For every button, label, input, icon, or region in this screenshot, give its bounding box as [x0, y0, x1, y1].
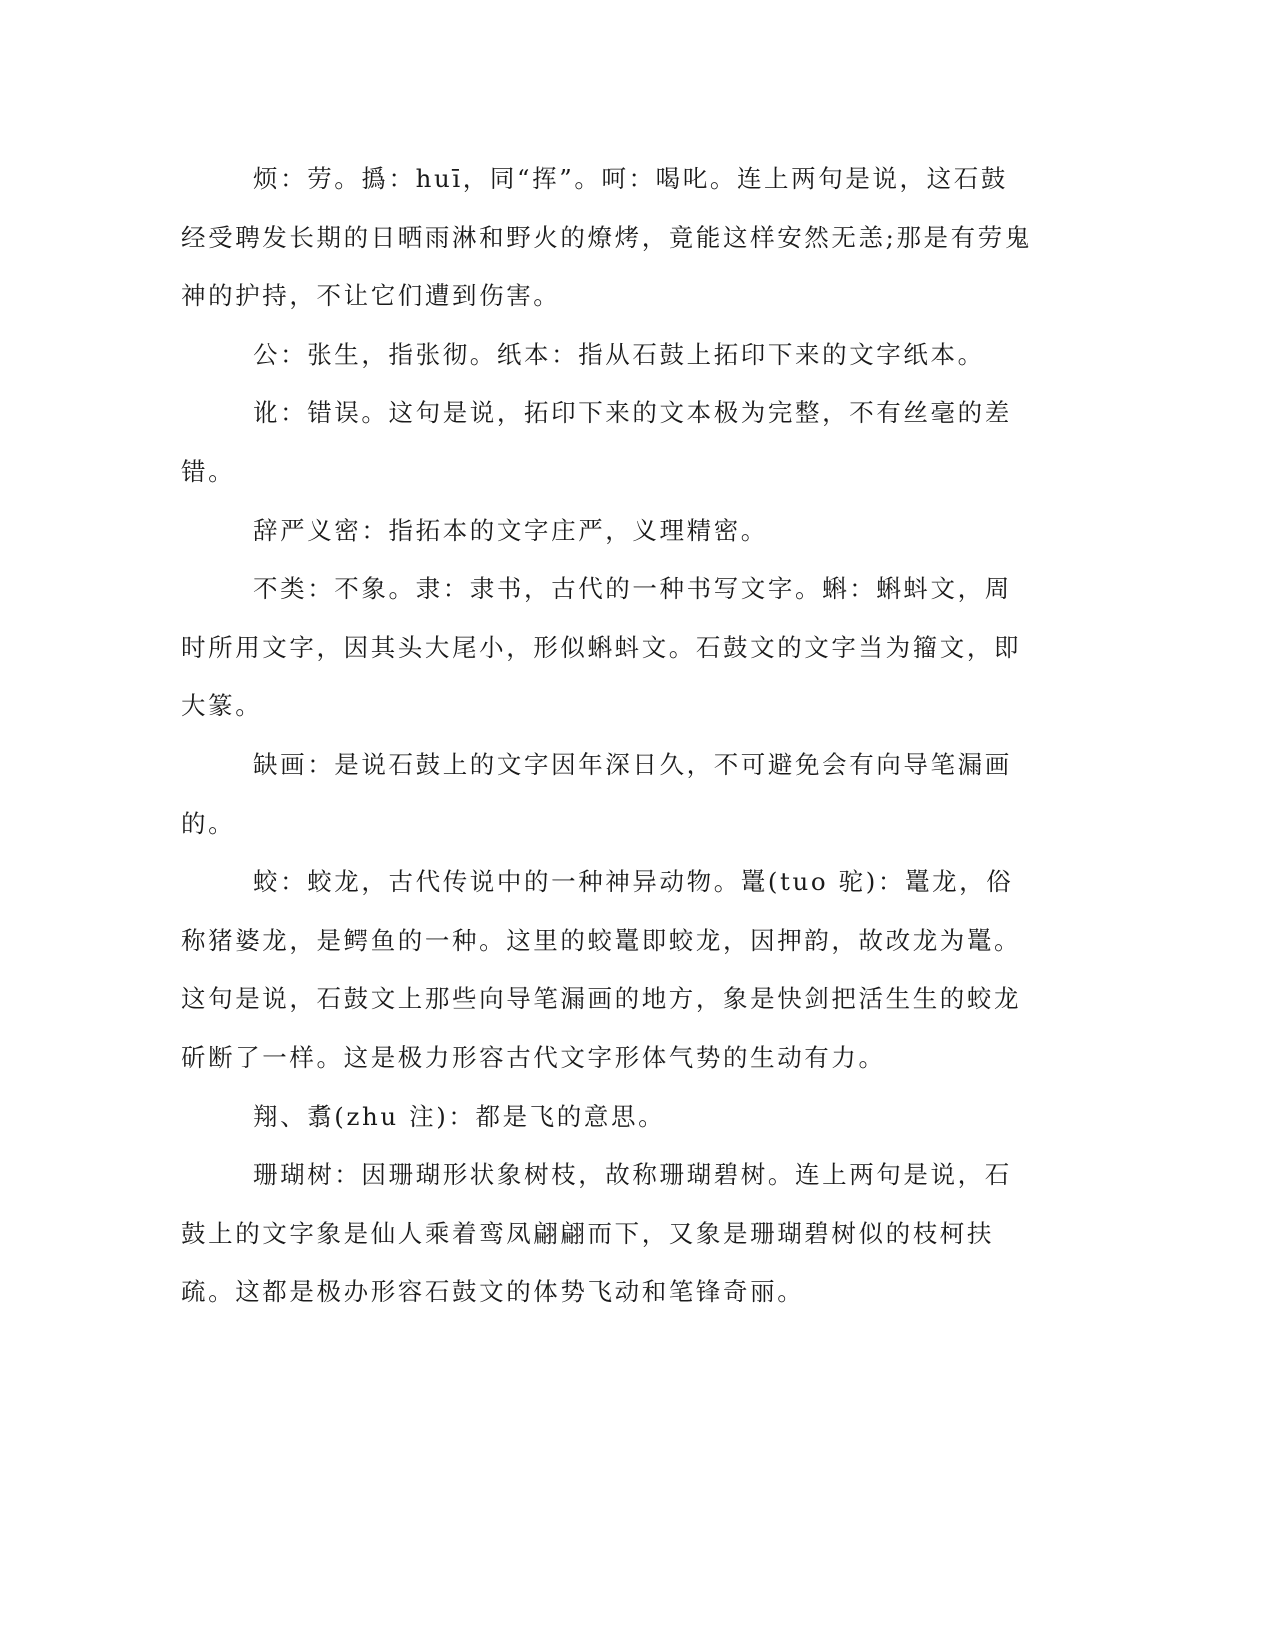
paragraph-9: 珊瑚树：因珊瑚形状象树枝，故称珊瑚碧树。连上两句是说，石鼓上的文字象是仙人乘着鸾凤翩翩而下，又象是珊瑚碧树似的枝柯扶疏。这都是极办形容石鼓文的体势飞动和笔锋奇丽。 — [181, 1160, 1012, 1307]
paragraph-3: 讹：错误。这句是说，拓印下来的文本极为完整，不有丝毫的差错。 — [181, 398, 1012, 486]
paragraph-6: 缺画：是说石鼓上的文字因年深日久，不可避免会有向导笔漏画的。 — [181, 749, 1012, 838]
paragraph-2: 公：张生，指张彻。纸本：指从石鼓上拓印下来的文字纸本。 — [253, 339, 985, 369]
paragraph-1: 烦：劳。撝：huī，同“挥”。呵：喝叱。连上两句是说，这石鼓经受聘发长期的日晒雨淋和野火的燎烤，竟能这样安然无恙;那是有劳鬼神的护持，不让它们遭到伤害。 — [181, 164, 1032, 311]
paragraph-4: 辞严义密：指拓本的文字庄严，义理精密。 — [253, 515, 768, 545]
document-body — [181, 150, 1033, 1322]
paragraph-8: 翔、翥(zhu 注)：都是飞的意思。 — [253, 1101, 666, 1131]
paragraph-7: 蛟：蛟龙，古代传说中的一种神异动物。鼍(tuo 驼)：鼍龙，俗称猪婆龙，是鳄鱼的一种。这里的蛟鼍即蛟龙，因押韵，故改龙为鼍。这句是说，石鼓文上那些向导笔漏画的地方，象是快剑把活生生的蛟龙斫断了一样。这是极力形容古代文字形体气势的生动有力。 — [181, 867, 1022, 1072]
paragraph-5: 不类：不象。隶：隶书，古代的一种书写文字。蝌：蝌蚪文，周时所用文字，因其头大尾小，形似蝌蚪文。石鼓文的文字当为籀文，即大篆。 — [181, 574, 1022, 721]
